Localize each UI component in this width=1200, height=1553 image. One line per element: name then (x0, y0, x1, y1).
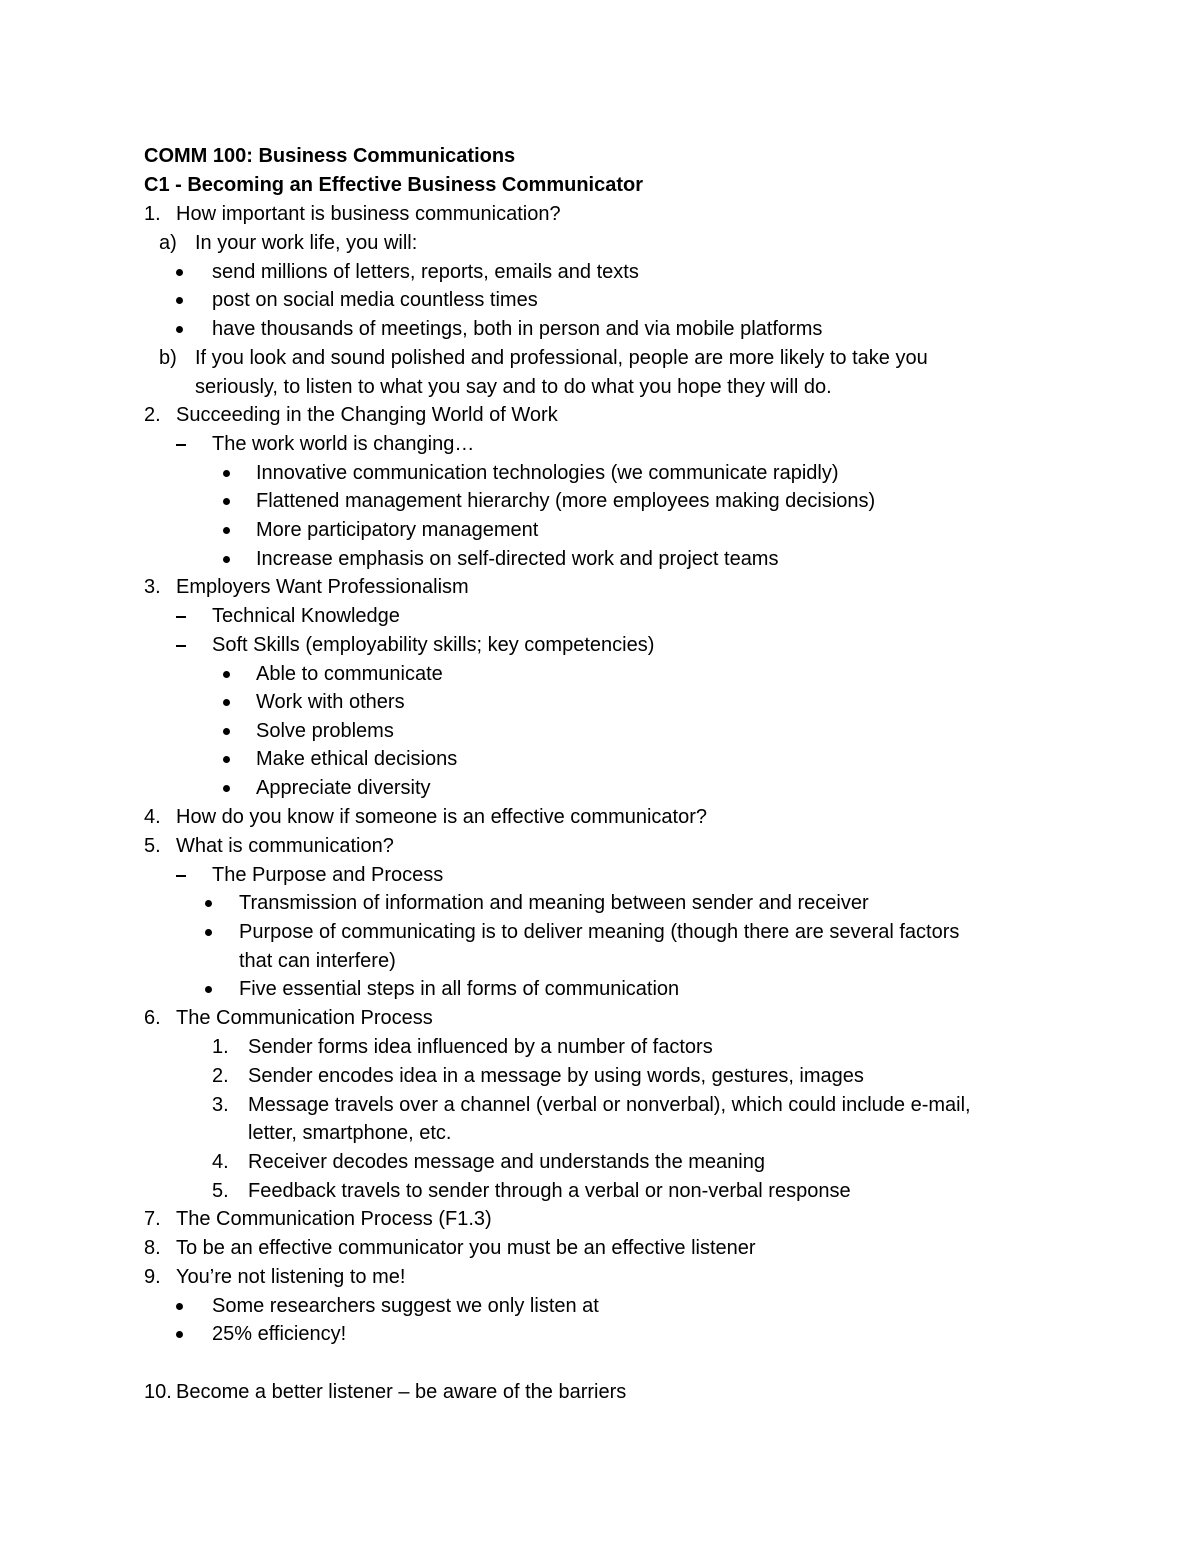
dash-icon (176, 645, 186, 647)
bullet-icon (205, 986, 212, 993)
bullet-icon (176, 1331, 183, 1338)
bullet-icon (205, 900, 212, 907)
bullet-icon (223, 556, 230, 563)
bullet-icon (176, 1303, 183, 1310)
bullet-icon (176, 269, 183, 276)
bullet-icon (223, 671, 230, 678)
bullet-icon (176, 297, 183, 304)
list-item-continuation: seriously, to listen to what you say and to do what you hope they will do. (195, 376, 832, 398)
bullet-icon (223, 699, 230, 706)
document-page: COMM 100: Business Communications C1 - Becoming an Effective Business Communicator 1. How important is business communication? a) In your work life, you will: send millions of letters, reports, emails and texts post on social media countless times have thousands of meetings, both in person and via mobile platforms b) If you look and sound polished and professional, people are more likely to take you seriously, to listen to what you say and to do what you hope they will do. 2. Succeeding in the Changing World of Work The work world is changing… Innovative communication technologies (we communicate rapidly) Flattened management hierarchy (more employees making decisions) More participatory management Increase emphasis on self-directed work and project teams 3. Employers Want Professionalism Technical Knowledge Soft Skills (employability skills; key competencies) Able to communicate Work with others Solve problems Make ethical decisions Appreciate diversity 4. How do you know if someone is an effective communicator? 5. What is communication? The Purpose and Process Transmission of information and meaning between sender and receiver Purpose of communicating is to deliver meaning (though there are several factors that can interfere) Five essential steps in all forms of communication 6. The Communication Process 1. Sender forms idea influenced by a number of factors 2. Sender encodes idea in a message by using words, gestures, images 3. Message travels over a channel (verbal or nonverbal), which could include e-mail, letter, smartphone, etc. 4. Receiver decodes message and understands the meaning 5. Feedback travels to sender through a verbal or non-verbal response 7. The Communication Process (F1.3) 8. To be an effective communicator you must be an effective listener 9. You’re not listening to me! Some researchers suggest we only listen at 25% efficiency! 10. Become a better listener – be aware of the barriers (0, 0, 1200, 1553)
bullet-icon (223, 785, 230, 792)
dash-icon (176, 444, 186, 446)
list-item-continuation: that can interfere) (239, 950, 396, 972)
bullet-icon (223, 756, 230, 763)
document-title: COMM 100: Business Communications (144, 145, 516, 167)
dash-icon (176, 875, 186, 877)
list-item-continuation: letter, smartphone, etc. (248, 1122, 452, 1144)
bullet-icon (223, 470, 230, 477)
bullet-icon (223, 728, 230, 735)
bullet-icon (223, 527, 230, 534)
bullet-icon (205, 929, 212, 936)
chapter-heading: C1 - Becoming an Effective Business Communicator (144, 174, 644, 196)
dash-icon (176, 616, 186, 618)
bullet-icon (223, 498, 230, 505)
bullet-icon (176, 326, 183, 333)
